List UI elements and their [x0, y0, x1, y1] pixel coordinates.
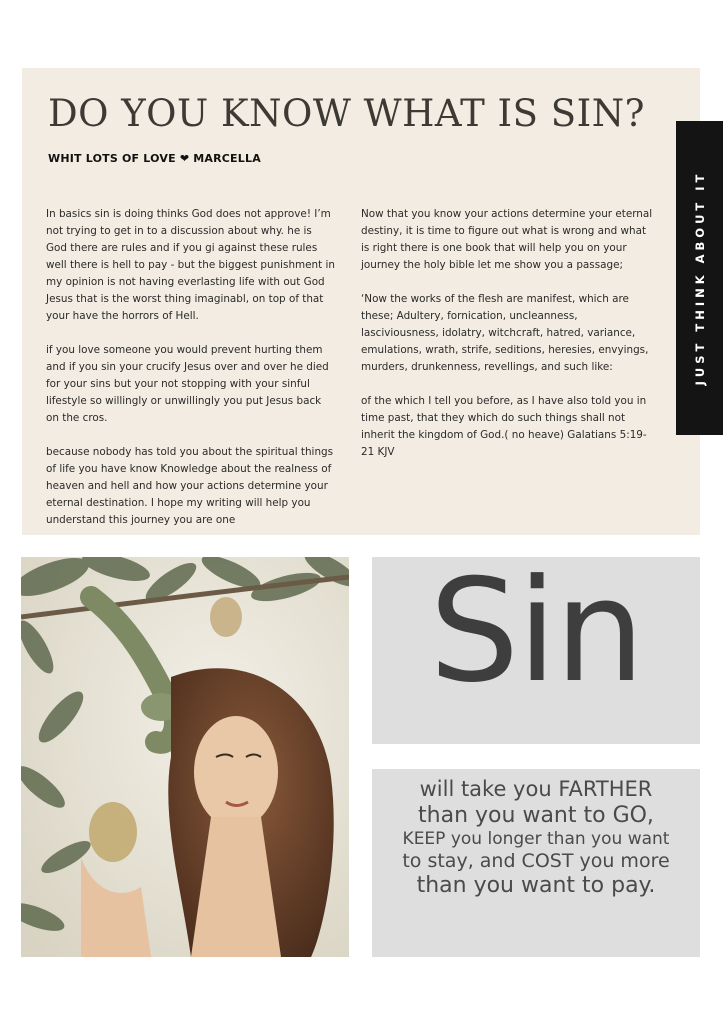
paragraph: if you love someone you would prevent hurting them and if you sin your crucify Jesus over and over he died for your sins but your not stopping with your sinful lifestyle so willingly or unwillingly you put Jesus back on the cros.	[46, 344, 329, 424]
quote-line: KEEP you longer than you want	[402, 829, 670, 850]
sin-word: Sin	[429, 549, 643, 714]
paragraph: Now that you know your actions determine your eternal destiny, it is time to figure out what is wrong and what is right there is one book that will help you on your journey the holy bible let me show you a passage;	[361, 208, 653, 271]
left-column	[46, 206, 336, 546]
side-tab	[676, 121, 723, 435]
quote-text	[372, 777, 700, 900]
quote-line: to stay, and COST you more	[402, 850, 670, 873]
quote-line: than you want to GO,	[418, 802, 654, 828]
paragraph: ‘Now the works of the flesh are manifest, which are these; Adultery, fornication, uncleanness, lasciviousness, idolatry, witchcraft, hatred, variance, emulations, wrath, strife, seditions, heresies, envyings, murders, drunkenness, revellings, and such like:	[361, 293, 649, 373]
quote-line: will take you FARTHER	[419, 777, 653, 801]
byline: WHIT LOTS OF LOVE ❤ MARCELLA	[48, 152, 261, 165]
eve-serpent-illustration	[21, 557, 349, 957]
paragraph: In basics sin is doing thinks God does not approve! I’m not trying to get in to a discussion about why. he is God there are rules and if you gi against these rules well there is hell to pay - but the biggest punishment in my opinion is not having everlasting life with out God Jesus that is the worst thing imaginabl, on top of that your have the horrors of Hell.	[46, 208, 335, 322]
illustration-svg	[21, 557, 349, 957]
side-tab-label: JUST THINK ABOUT IT	[692, 170, 707, 386]
page-title: DO YOU KNOW WHAT IS SIN?	[48, 92, 645, 135]
sin-graphic	[372, 549, 700, 744]
quote-graphic	[372, 769, 700, 957]
paragraph: because nobody has told you about the spiritual things of life you have know Knowledge about the realness of heaven and hell and how your actions determine your eternal destination. I hope my writing will help you understand this journey you are one	[46, 446, 334, 526]
quote-line: than you want to pay.	[416, 873, 656, 899]
paragraph: of the which I tell you before, as I have also told you in time past, that they which do such things shall not inherit the kingdom of God.( no heave) Galatians 5:19-21 KJV	[361, 395, 647, 458]
right-column	[361, 206, 653, 478]
